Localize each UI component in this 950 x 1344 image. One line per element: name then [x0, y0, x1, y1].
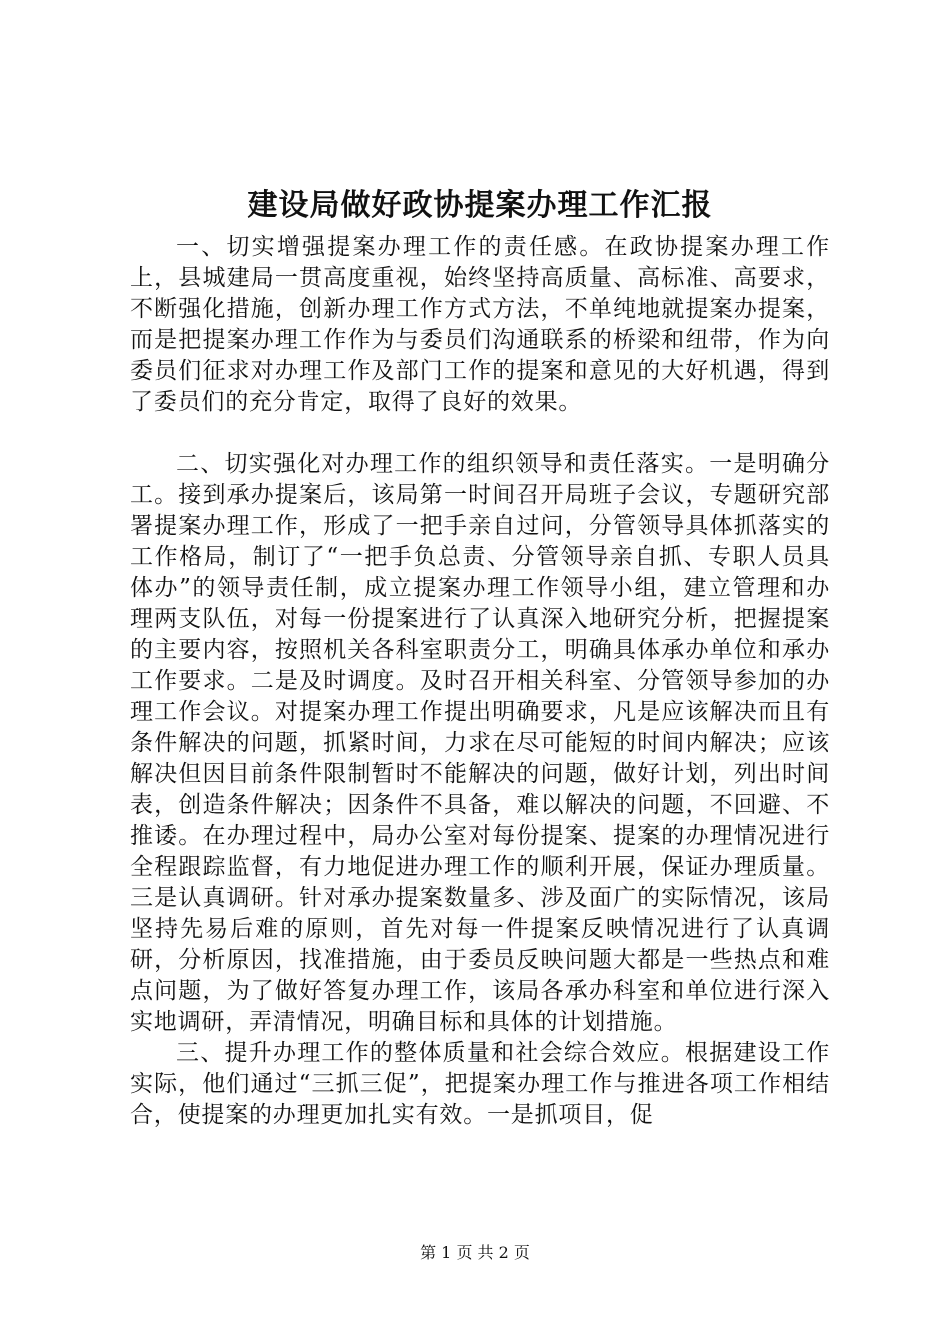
- paragraph-spacer: [130, 418, 830, 449]
- document-body: [130, 232, 830, 1131]
- paragraph-1: 一、切实增强提案办理工作的责任感。在政协提案办理工作上，县城建局一贯高度重视，始终坚持高质量、高标准、高要求，不断强化措施，创新办理工作方式方法，不单纯地就提案办提案，而是把提案办理工作作为与委员们沟通联系的桥梁和纽带，作为向委员们征求对办理工作及部门工作的提案和意见的大好机遇，得到了委员们的充分肯定，取得了良好的效果。: [130, 234, 830, 415]
- document-title: 建设局做好政协提案办理工作汇报: [247, 188, 713, 223]
- paragraph-2: 二、切实强化对办理工作的组织领导和责任落实。一是明确分工。接到承办提案后，该局第一时间召开局班子会议，专题研究部署提案办理工作，形成了一把手亲自过问，分管领导具体抓落实的工作格局，制订了“一把手负总责、分管领导亲自抓、专职人员具体办”的领导责任制，成立提案办理工作领导小组，建立管理和办理两支队伍，对每一份提案进行了认真深入地研究分析，把握提案的主要内容，按照机关各科室职责分工，明确具体承办单位和承办工作要求。二是及时调度。及时召开相关科室、分管领导参加的办理工作会议。对提案办理工作提出明确要求，凡是应该解决而且有条件解决的问题，抓紧时间，力求在尽可能短的时间内解决；应该解决但因目前条件限制暂时不能解决的问题，做好计划，列出时间表，创造条件解决；因条件不具备，难以解决的问题，不回避、不推诿。在办理过程中，局办公室对每份提案、提案的办理情况进行全程跟踪监督，有力地促进办理工作的顺利开展，保证办理质量。三是认真调研。针对承办提案数量多、涉及面广的实际情况，该局坚持先易后难的原则，首先对每一件提案反映情况进行了认真调研，分析原因，找准措施，由于委员反映问题大都是一些热点和难点问题，为了做好答复办理工作，该局各承办科室和单位进行深入实地调研，弄清情况，明确目标和具体的计划措施。: [130, 451, 830, 1035]
- page-footer: 第 1 页 共 2 页: [420, 1243, 530, 1262]
- paragraph-3: 三、提升办理工作的整体质量和社会综合效应。根据建设工作实际，他们通过“三抓三促”，把提案办理工作与推进各项工作相结合，使提案的办理更加扎实有效。一是抓项目，促: [130, 1040, 830, 1128]
